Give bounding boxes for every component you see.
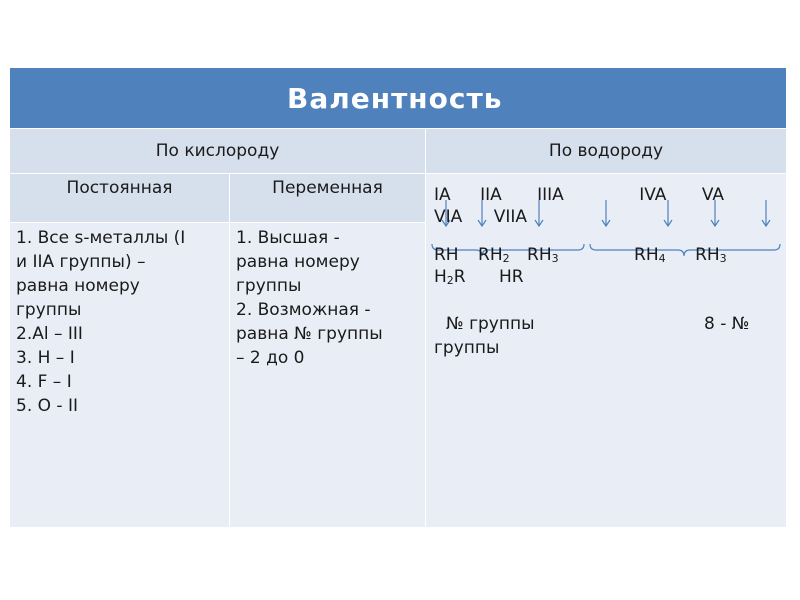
group-iiia: IIIA	[537, 185, 564, 205]
valence-table	[9, 67, 787, 528]
variable-header: Переменная	[230, 174, 426, 223]
variable-cell	[230, 223, 426, 528]
formula-rh: RH	[434, 245, 459, 265]
formula-rh3-va: $RH_3$	[695, 245, 727, 265]
variable-line: равна № группы	[236, 324, 383, 344]
formula-h2r: $H_2R$	[434, 267, 466, 287]
formulas-row-1	[434, 244, 727, 268]
variable-line: 2. Возможная -	[236, 300, 371, 320]
by-hydrogen-cell	[426, 174, 787, 528]
variable-line: – 2 до 0	[236, 348, 305, 368]
variable-line: равна номеру	[236, 252, 360, 272]
group-viia: VIIA	[493, 207, 527, 227]
group-iva: IVA	[639, 185, 667, 205]
rule-eight-minus: 8 - №	[704, 314, 750, 334]
constant-line: и IIA группы) –	[16, 252, 146, 272]
constant-line: 1. Все s-металлы (I	[16, 228, 186, 248]
constant-line: 2.Al – III	[16, 324, 83, 344]
by-oxygen-header: По кислороду	[10, 129, 426, 174]
formula-hr: HR	[499, 267, 524, 287]
formula-rh4: $RH_4$	[634, 245, 666, 265]
constant-line: 4. F – I	[16, 372, 72, 392]
rule-eight-minus-cont: группы	[434, 338, 500, 358]
constant-line: равна номеру	[16, 276, 140, 296]
page-title: Валентность	[10, 68, 787, 129]
groups-row-2	[434, 206, 527, 228]
variable-line: группы	[236, 276, 302, 296]
group-via: VIA	[434, 207, 463, 227]
formula-rh3: $RH_3$	[527, 245, 559, 265]
constant-line: группы	[16, 300, 82, 320]
group-iia: IIA	[480, 185, 502, 205]
by-hydrogen-header: По водороду	[426, 129, 787, 174]
variable-line: 1. Высшая -	[236, 228, 340, 248]
constant-header: Постоянная	[10, 174, 230, 223]
formulas-row-2	[434, 266, 524, 290]
rule-group-number: № группы	[446, 314, 535, 334]
constant-line: 5. O - II	[16, 396, 78, 416]
formula-rh2: $RH_2$	[478, 245, 510, 265]
group-va: VA	[701, 185, 724, 205]
groups-row-1	[434, 184, 724, 206]
group-ia: IA	[434, 185, 451, 205]
constant-cell	[10, 223, 230, 528]
constant-line: 3. H – I	[16, 348, 75, 368]
